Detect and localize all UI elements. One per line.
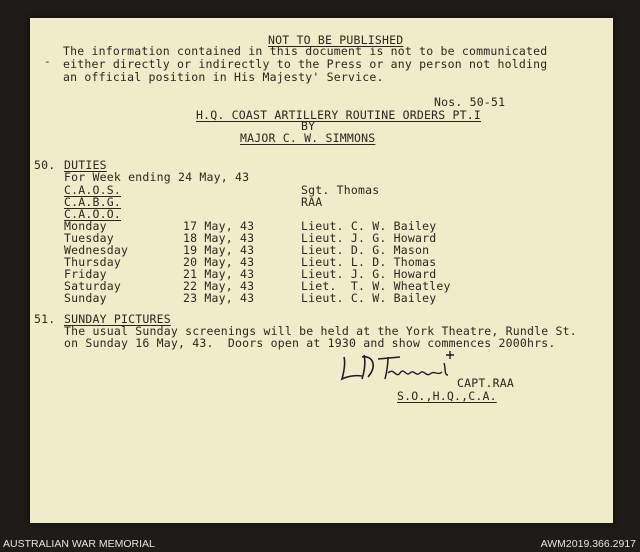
duty-officer: Lieut. C. W. Bailey — [301, 219, 437, 233]
orders-nos: Nos. 50-51 — [434, 95, 506, 109]
footer-institution: AUSTRALIAN WAR MEMORIAL — [3, 538, 155, 550]
handwritten-signature — [338, 345, 458, 385]
duty-day: Tuesday — [64, 231, 114, 245]
duty-officer: Liet. T. W. Wheatley — [301, 279, 451, 293]
duty-day: Wednesday — [64, 243, 129, 257]
orders-officer: MAJOR C. W. SIMMONS — [240, 131, 376, 145]
notice-line-1: The information contained in this document is not to be communicated — [63, 44, 548, 58]
margin-mark: - — [44, 55, 51, 68]
role-name: RAA — [301, 195, 323, 209]
role-label: C.A.O.S. — [64, 183, 121, 197]
notice-heading: NOT TO BE PUBLISHED — [268, 33, 404, 47]
duty-date: 22 May, 43 — [183, 279, 255, 293]
notice-line-2: either directly or indirectly to the Press or any person not holding — [63, 57, 548, 71]
duty-day: Thursday — [64, 255, 121, 269]
duty-day: Monday — [64, 219, 107, 233]
notice-line-3: an official position in His Majesty' Service. — [63, 70, 384, 84]
duty-day: Friday — [64, 267, 107, 281]
role-name: Sgt. Thomas — [301, 183, 380, 197]
duties-heading: DUTIES — [64, 158, 107, 172]
pictures-heading: SUNDAY PICTURES — [64, 312, 171, 326]
orders-title: H.Q. COAST ARTILLERY ROUTINE ORDERS PT.I — [196, 108, 481, 122]
duty-date: 19 May, 43 — [183, 243, 255, 257]
duties-week: For Week ending 24 May, 43 — [64, 170, 250, 184]
duty-officer: Lieut. J. G. Howard — [301, 267, 437, 281]
signature-rank: CAPT.RAA — [457, 376, 514, 390]
pictures-line-2: on Sunday 16 May, 43. Doors open at 1930 and show commences 2000hrs. — [64, 336, 556, 350]
duty-date: 17 May, 43 — [183, 219, 255, 233]
duty-officer: Lieut. D. G. Mason — [301, 243, 430, 257]
footer-accession-number: AWM2019.366.2917 — [540, 538, 636, 550]
signature-office: S.O.,H.Q.,C.A. — [397, 389, 497, 403]
duty-date: 23 May, 43 — [183, 291, 255, 305]
role-label: C.A.O.O. — [64, 207, 121, 221]
duty-day: Sunday — [64, 291, 107, 305]
duty-date: 21 May, 43 — [183, 267, 255, 281]
pictures-number: 51. — [34, 312, 56, 326]
pictures-line-1: The usual Sunday screenings will be held at the York Theatre, Rundle St. — [64, 324, 577, 338]
duty-date: 20 May, 43 — [183, 255, 255, 269]
duties-number: 50. — [34, 158, 56, 172]
role-label: C.A.B.G. — [64, 195, 121, 209]
duty-day: Saturday — [64, 279, 121, 293]
duty-officer: Lieut. L. D. Thomas — [301, 255, 437, 269]
orders-by: BY — [301, 119, 316, 133]
duty-officer: Lieut. J. G. Howard — [301, 231, 437, 245]
duty-officer: Lieut. C. W. Bailey — [301, 291, 437, 305]
duty-date: 18 May, 43 — [183, 231, 255, 245]
